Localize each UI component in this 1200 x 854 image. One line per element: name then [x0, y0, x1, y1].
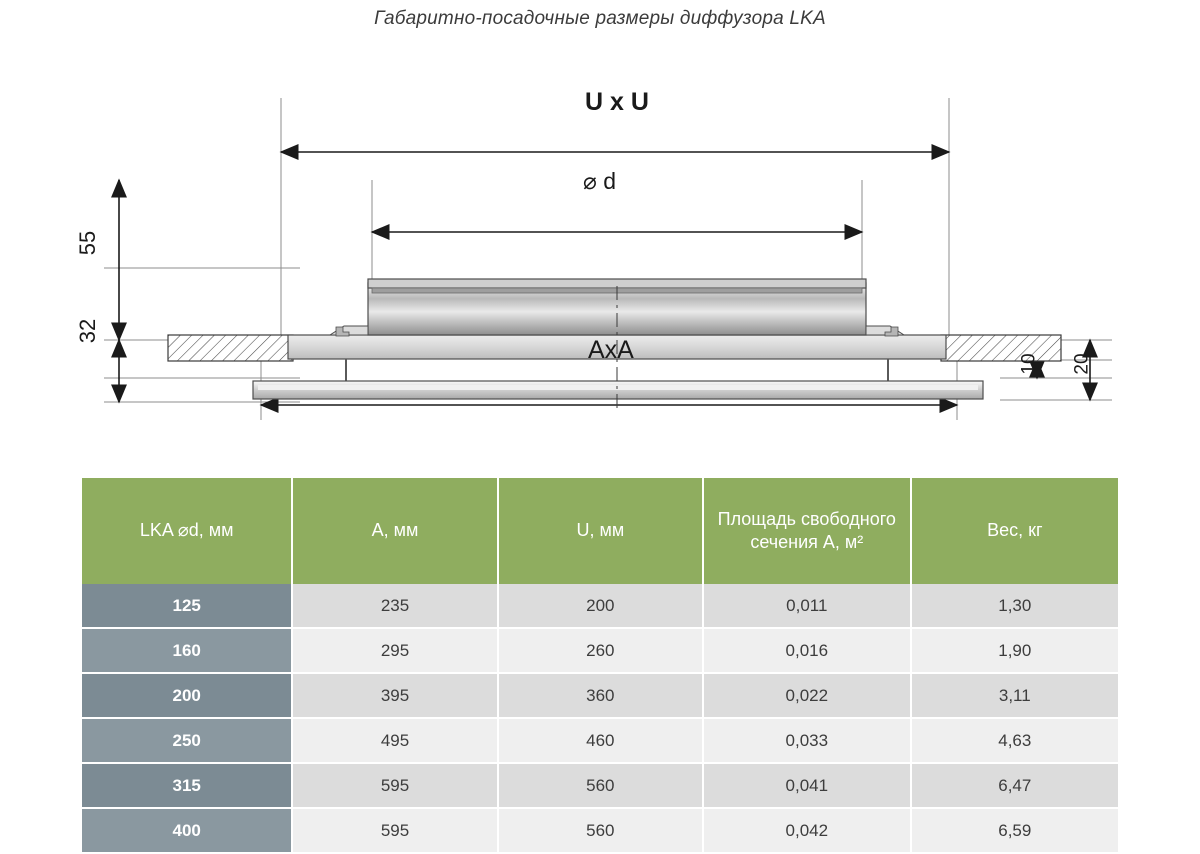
cell-u: 560: [498, 763, 703, 808]
cell-diameter: 200: [82, 673, 292, 718]
cell-area: 0,042: [703, 808, 911, 853]
cell-weight: 3,11: [911, 673, 1118, 718]
table-header-row: [82, 478, 1118, 584]
cell-diameter: 400: [82, 808, 292, 853]
cell-diameter: 250: [82, 718, 292, 763]
cell-weight: 1,30: [911, 584, 1118, 628]
cell-a: 595: [292, 763, 497, 808]
dimension-label-axa: AxA: [588, 336, 634, 364]
cell-diameter: 160: [82, 628, 292, 673]
column-header-free-area: Площадь свободного сечения A, м²: [703, 478, 911, 584]
dimension-label-55: 55: [75, 230, 101, 256]
cell-weight: 6,47: [911, 763, 1118, 808]
cell-u: 460: [498, 718, 703, 763]
cell-u: 260: [498, 628, 703, 673]
cell-area: 0,016: [703, 628, 911, 673]
column-header-a: A, мм: [292, 478, 497, 584]
cell-area: 0,041: [703, 763, 911, 808]
dimension-label-32: 32: [75, 318, 101, 344]
table-row: [82, 673, 1118, 718]
cell-u: 560: [498, 808, 703, 853]
technical-drawing: [0, 40, 1200, 470]
cell-weight: 6,59: [911, 808, 1118, 853]
cell-area: 0,011: [703, 584, 911, 628]
cell-a: 235: [292, 584, 497, 628]
cell-a: 495: [292, 718, 497, 763]
cell-u: 200: [498, 584, 703, 628]
column-header-u: U, мм: [498, 478, 703, 584]
column-header-diameter: LKA ⌀d, мм: [82, 478, 292, 584]
cell-a: 395: [292, 673, 497, 718]
column-header-weight: Вес, кг: [911, 478, 1118, 584]
table-row: [82, 718, 1118, 763]
dimension-label-uxu: U x U: [585, 88, 649, 116]
page-title: Габаритно-посадочные размеры диффузора LKA: [374, 8, 826, 29]
table-row: [82, 763, 1118, 808]
cell-weight: 4,63: [911, 718, 1118, 763]
dimension-label-10: 10: [1018, 353, 1040, 375]
cell-area: 0,022: [703, 673, 911, 718]
table-row: [82, 808, 1118, 853]
cell-a: 295: [292, 628, 497, 673]
dimension-label-20: 20: [1071, 353, 1093, 375]
extension-lines: [104, 98, 1112, 420]
table-row: [82, 584, 1118, 628]
cell-a: 595: [292, 808, 497, 853]
cell-u: 360: [498, 673, 703, 718]
cell-area: 0,033: [703, 718, 911, 763]
dimension-label-diameter: ⌀ d: [583, 168, 617, 194]
cell-diameter: 125: [82, 584, 292, 628]
specification-table: [82, 478, 1118, 854]
cell-weight: 1,90: [911, 628, 1118, 673]
cell-diameter: 315: [82, 763, 292, 808]
table-row: [82, 628, 1118, 673]
